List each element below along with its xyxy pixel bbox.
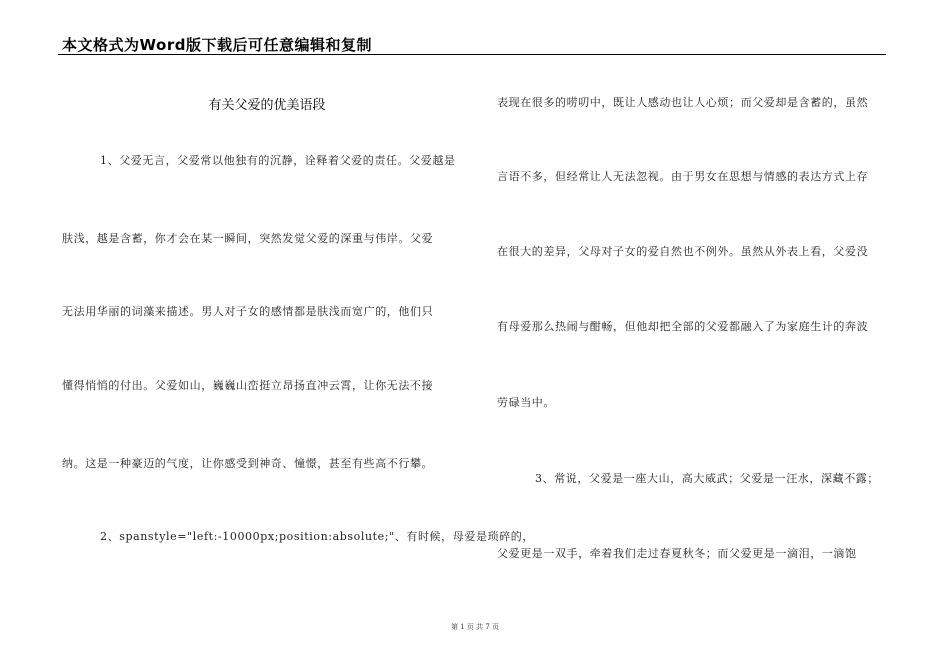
header-divider (58, 54, 886, 55)
paragraph-line: 纳。这是一种豪迈的气度，让你感受到神奇、憧憬，甚至有些高不行攀。 (62, 457, 434, 470)
page-header-title: 本文格式为Word版下载后可任意编辑和复制 (62, 36, 372, 54)
document-title: 有关父爱的优美语段 (208, 98, 326, 113)
paragraph-line: 3、常说，父爱是一座大山，高大威武；父爱是一汪水，深藏不露； (535, 472, 879, 485)
paragraph-line: 在很大的差异，父母对子女的爱自然也不例外。虽然从外表上看，父爱没 (497, 245, 869, 258)
paragraph-line: 无法用华丽的词藻来描述。男人对子女的感情都是肤浅而宽广的，他们只 (62, 305, 434, 318)
paragraph-line: 2、spanstyle="left:-10000px;position:absolute;"、有时候，母爱是琐碎的， (100, 530, 534, 543)
paragraph-line: 懂得悄悄的付出。父爱如山，巍巍山峦挺立昂扬直冲云霄，让你无法不接 (62, 379, 434, 392)
page-number-footer: 第 1 页 共 7 页 (450, 623, 500, 631)
paragraph-line: 言语不多，但经常让人无法忽视。由于男女在思想与情感的表达方式上存 (497, 170, 869, 183)
paragraph-line: 1、父爱无言，父爱常以他独有的沉静，诠释着父爱的责任。父爱越是 (100, 154, 456, 167)
paragraph-line: 劳碌当中。 (497, 396, 555, 409)
paragraph-line: 表现在很多的唠叨中，既让人感动也让人心烦；而父爱却是含蓄的，虽然 (497, 96, 869, 109)
paragraph-line: 肤浅，越是含蓄，你才会在某一瞬间，突然发觉父爱的深重与伟岸。父爱 (62, 232, 434, 245)
paragraph-line: 父爱更是一双手，牵着我们走过春夏秋冬；而父爱更是一滴泪，一滴饱 (497, 547, 857, 560)
paragraph-line: 有母爱那么热闹与酣畅，但他却把全部的父爱都融入了为家庭生计的奔波 (497, 320, 869, 333)
